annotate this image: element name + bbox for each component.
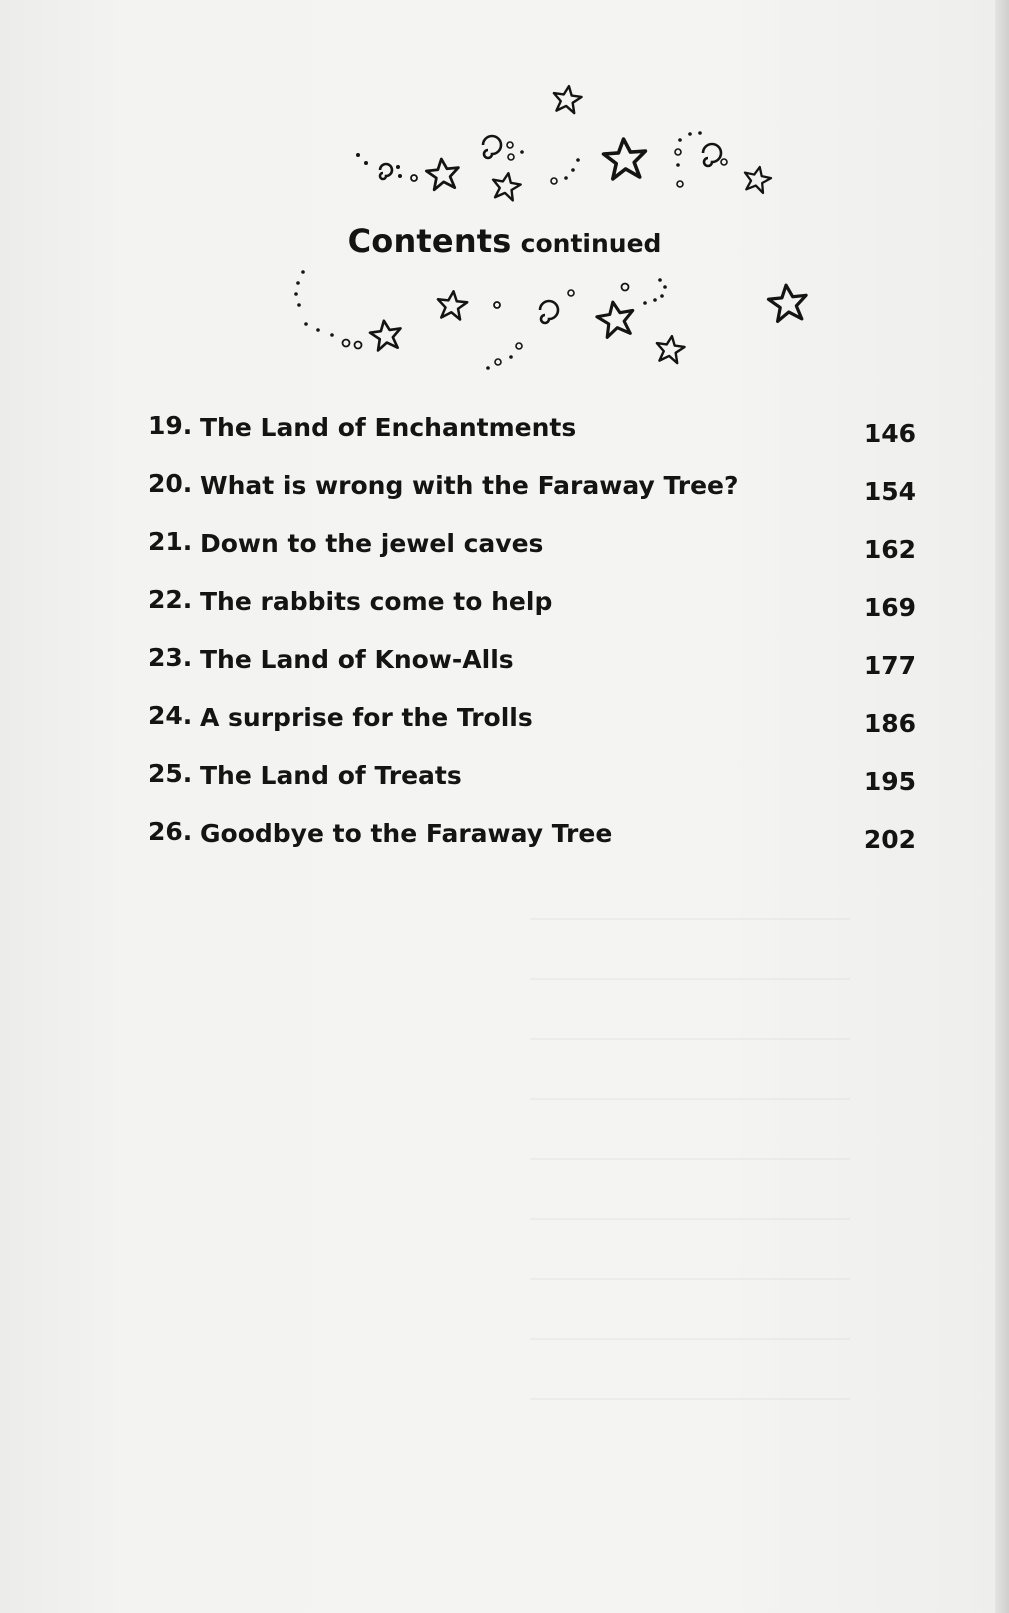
chapter-title: The rabbits come to help <box>200 587 553 616</box>
chapter-number: 26. <box>148 817 193 846</box>
page-number: 169 <box>863 593 916 622</box>
page-number: 146 <box>863 419 916 448</box>
chapter-title: The Land of Know-Alls <box>200 645 514 674</box>
chapter-number: 23. <box>148 643 193 672</box>
show-through-line <box>530 860 850 920</box>
dots-ornament <box>294 270 667 370</box>
chapter-number: 21. <box>148 527 193 556</box>
chapter-title: Down to the jewel caves <box>200 529 544 558</box>
toc-entry <box>148 579 916 637</box>
show-through-line <box>530 1280 850 1340</box>
page-number: 154 <box>863 477 916 506</box>
star-swirl-ornament <box>0 0 1009 400</box>
star-icon <box>369 319 403 352</box>
page-number: 195 <box>863 767 916 796</box>
star-icon <box>603 138 648 180</box>
table-of-contents <box>148 405 916 869</box>
star-icon <box>490 171 522 201</box>
star-icon <box>595 299 637 339</box>
star-icon <box>425 157 460 190</box>
chapter-title: A surprise for the Trolls <box>200 703 533 732</box>
show-through-texture <box>150 860 910 1420</box>
show-through-line <box>530 1100 850 1160</box>
toc-entry <box>148 405 916 463</box>
toc-entry <box>148 521 916 579</box>
chapter-number: 24. <box>148 701 193 730</box>
page-number: 162 <box>863 535 916 564</box>
show-through-line <box>530 920 850 980</box>
chapter-title: The Land of Enchantments <box>200 413 577 442</box>
chapter-title: What is wrong with the Faraway Tree? <box>200 471 739 500</box>
toc-entry <box>148 753 916 811</box>
chapter-title: Goodbye to the Faraway Tree <box>200 819 613 848</box>
page-number: 177 <box>863 651 916 680</box>
chapter-number: 19. <box>148 411 193 440</box>
page-number: 202 <box>863 825 916 854</box>
chapter-title: The Land of Treats <box>200 761 462 790</box>
chapter-number: 25. <box>148 759 193 788</box>
toc-entry <box>148 637 916 695</box>
show-through-line <box>530 980 850 1040</box>
dots-ornament <box>356 131 727 187</box>
show-through-line <box>530 1040 850 1100</box>
show-through-line <box>530 1340 850 1400</box>
toc-entry <box>148 463 916 521</box>
star-icon <box>436 290 468 320</box>
heading-title: Contents <box>347 222 512 260</box>
page-edge <box>995 0 1009 1613</box>
star-icon <box>742 164 773 194</box>
star-icon <box>767 283 808 322</box>
show-through-line <box>530 1220 850 1280</box>
star-icon <box>551 84 582 114</box>
page-number: 186 <box>863 709 916 738</box>
chapter-number: 20. <box>148 469 193 498</box>
toc-entry <box>148 695 916 753</box>
chapter-number: 22. <box>148 585 193 614</box>
contents-heading <box>0 222 1009 268</box>
star-icon <box>654 334 685 364</box>
heading-subtitle: continued <box>520 229 662 258</box>
show-through-line <box>530 1160 850 1220</box>
